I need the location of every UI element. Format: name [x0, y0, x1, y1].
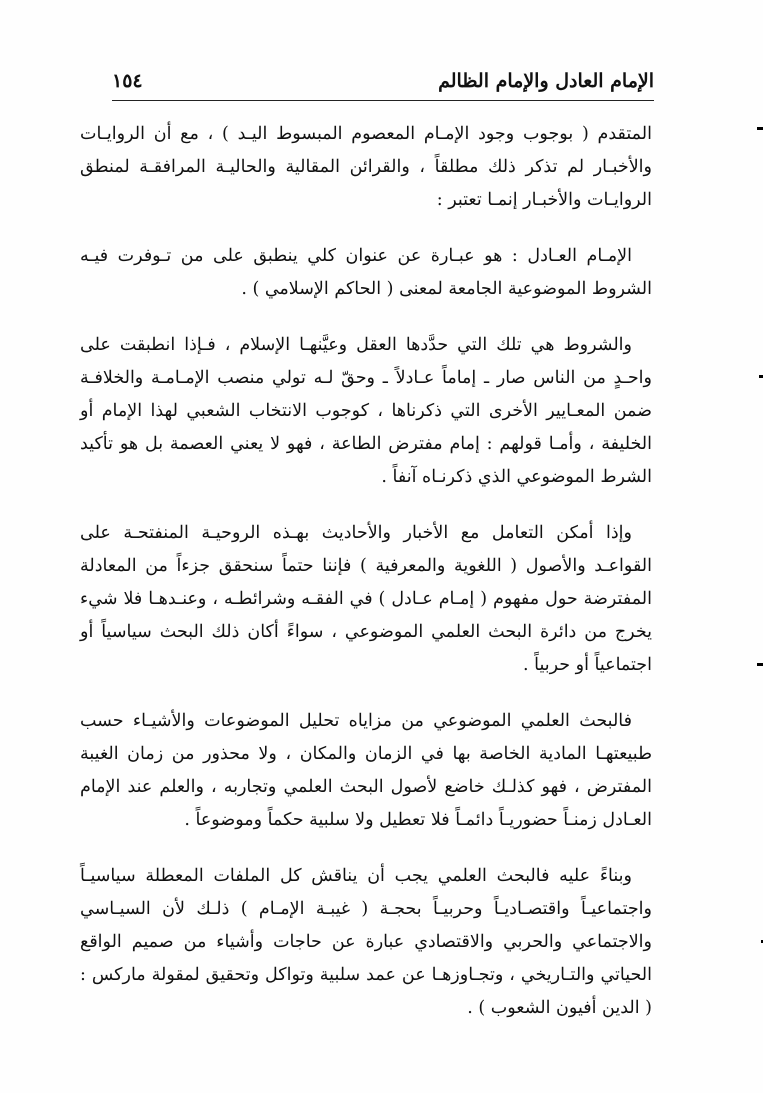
paragraph: وإذا أمكن التعامل مع الأخبار والأحاديث بهـذه الروحيـة المنفتحـة على القواعـد والأصول ( اللغوية والمعرفية ) فإننا حتماً سنحقق جزءاً من المعادلة المفترضة حول مفهوم ( إمـام عـادل ) في الفقـه وشرائطـه ، وعنـدهـا فلا شيء يخرج من دائرة البحث العلمي الموضوعي ، سواءً أكان ذلك البحث سياسياً أو اجتماعياً أو حربياً .: [80, 523, 652, 675]
body-text: [80, 118, 652, 1048]
scan-mark: [757, 127, 763, 130]
page-number: ١٥٤: [112, 70, 143, 92]
paragraph: المتقدم ( بوجوب وجود الإمـام المعصوم المبسوط اليـد ) ، مع أن الروايـات والأخبـار لم تذكر ذلك مطلقاً ، والقرائن المقالية والحاليـة المرافقـة لمنطق الروايـات والأخبـار إنمـا تعتبر :: [80, 124, 652, 210]
running-title: الإمام العادل والإمام الظالم: [438, 70, 654, 92]
header-rule: [112, 100, 654, 101]
paragraph: وبناءً عليه فالبحث العلمي يجب أن يناقش كل الملفات المعطلة سياسيـاً واجتماعيـاً واقتصـاديـاً وحربيـاً بحجـة ( غيبـة الإمـام ) ذلـك لأن السيـاسي والاجتماعي والحربي والاقتصادي عبارة عن حاجات وأشياء من صميم الواقع الحياتي والتـاريخي ، وتجـاوزهـا عن عمد سلبية وتواكل وتحقيق لمقولة ماركس : ( الدين أفيون الشعوب ) .: [80, 866, 652, 1018]
paragraph: فالبحث العلمي الموضوعي من مزاياه تحليل الموضوعات والأشيـاء حسب طبيعتهـا المادية الخاصة بها في الزمان والمكان ، ولا محذور من زمان الغيبة المفترض ، فهو كذلـك خاضع لأصول البحث العلمي وتجاربه ، والعلم عند الإمام العـادل زمنـاً حضوريـاً دائمـاً فلا تعطيل ولا سلبية حكماً وموضوعاً .: [80, 711, 652, 830]
scan-mark: [757, 663, 763, 666]
scan-mark: [759, 375, 763, 378]
paragraph: والشروط هي تلك التي حدَّدها العقل وعيَّنهـا الإسلام ، فـإذا انطبقت على واحـدٍ من الناس صار ـ إماماً عـادلاً ـ وحقّ لـه تولي منصب الإمـامـة والخلافـة ضمن المعـايير الأخرى التي ذكرناها ، كوجوب الانتخاب الشعبي لهذا الإمام أو الخليفة ، وأمـا قولهم : إمام مفترض الطاعة ، فهو لا يعني العصمة بل هو تأكيد الشرط الموضوعي الذي ذكرنـاه آنفاً .: [80, 335, 652, 487]
paragraph: الإمـام العـادل : هو عبـارة عن عنوان كلي ينطبق على من تـوفرت فيـه الشروط الموضوعية الجامعة لمعنى ( الحاكم الإسلامي ) .: [80, 246, 652, 299]
page-header: [112, 70, 654, 104]
